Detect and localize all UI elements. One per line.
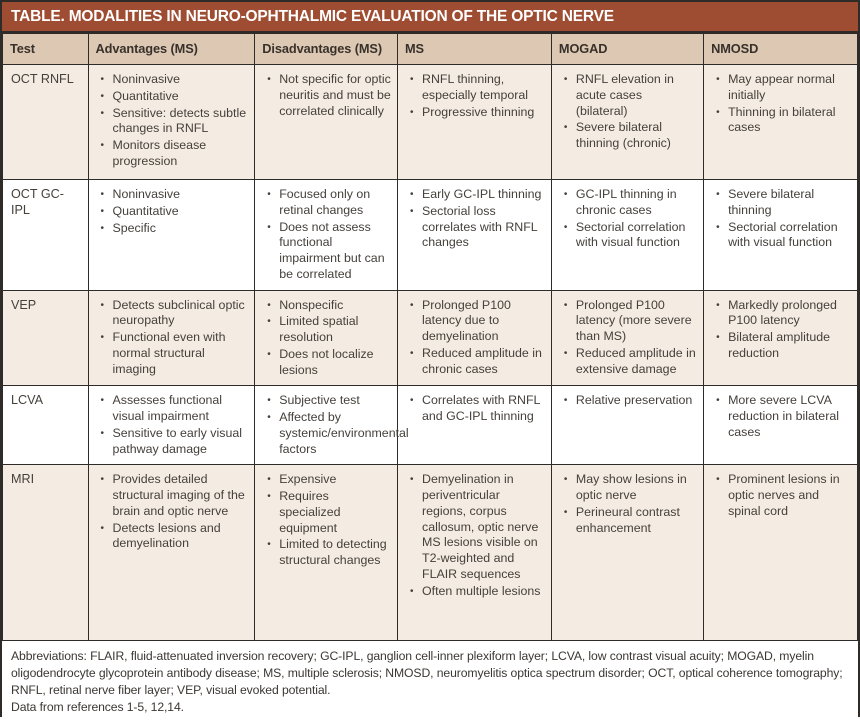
bullet-text: Correlates with RNFL and GC-IPL thinning xyxy=(422,393,540,423)
bullet-icon: • xyxy=(267,189,271,200)
bullet-text: Sectorial correlation with visual function xyxy=(728,219,838,250)
bullet-icon: • xyxy=(563,347,568,359)
cell-oct-gc-ipl-advantages xyxy=(88,180,255,291)
bullet-item xyxy=(560,346,697,378)
bullet-item xyxy=(263,314,391,346)
bullet-icon: • xyxy=(267,221,271,233)
table-row-mri xyxy=(3,465,858,641)
bullet-text: Severe bilateral thinning (chronic) xyxy=(575,120,671,150)
bullet-icon: • xyxy=(716,106,720,118)
table-footnote xyxy=(2,641,858,719)
bullet-text: Progressive thinning xyxy=(422,104,535,119)
bullet-text: Reduced amplitude in extensive damage xyxy=(575,345,696,376)
bullet-icon: • xyxy=(100,74,105,85)
bullet-icon: • xyxy=(267,491,271,502)
bullet-text: Quantitative xyxy=(112,203,179,218)
bullet-text: Sectorial loss correlates with RNFL changes xyxy=(422,203,538,250)
bullet-item xyxy=(97,393,249,425)
table-title-bar xyxy=(2,2,858,33)
cell-vep-advantages xyxy=(88,290,255,386)
bullet-icon: • xyxy=(100,474,105,486)
bullet-item xyxy=(97,426,249,458)
bullet-text: Quantitative xyxy=(112,88,179,103)
bullet-item xyxy=(97,521,249,553)
bullet-icon: • xyxy=(410,585,414,597)
bullet-text: Sensitive: detects subtle changes in RNFL xyxy=(112,105,247,136)
row-label-oct-gc-ipl: OCT GC-IPL xyxy=(3,180,89,291)
cell-vep-disadvantages xyxy=(255,290,398,386)
bullet-item xyxy=(97,89,249,105)
bullet-icon: • xyxy=(267,474,271,486)
bullet-icon: • xyxy=(563,474,568,486)
bullet-icon: • xyxy=(267,74,271,85)
bullet-text: Sectorial correlation with visual function xyxy=(575,219,686,250)
bullet-icon: • xyxy=(100,427,105,439)
bullet-text: Assesses functional visual impairment xyxy=(112,393,223,423)
bullet-item xyxy=(406,393,545,425)
bullet-item xyxy=(560,298,697,345)
cell-mri-mogad xyxy=(551,465,703,641)
cell-oct-gc-ipl-ms xyxy=(398,180,552,291)
bullet-item xyxy=(406,472,545,582)
bullet-icon: • xyxy=(267,412,271,423)
bullet-icon: • xyxy=(100,299,105,311)
bullet-icon: • xyxy=(563,74,568,85)
bullet-item xyxy=(560,472,697,504)
bullet-item xyxy=(406,584,545,600)
bullet-icon: • xyxy=(716,474,720,486)
bullet-item xyxy=(712,330,851,362)
bullet-icon: • xyxy=(716,299,720,311)
bullet-item xyxy=(712,298,851,330)
row-label-lcva: LCVA xyxy=(3,386,89,465)
bullet-text: Does not localize lesions xyxy=(279,346,374,377)
bullet-text: Not specific for optic neuritis and must be correlated clinically xyxy=(279,72,391,118)
column-header-ms: MS xyxy=(398,34,552,65)
table-row-oct-gc-ipl xyxy=(3,180,858,291)
bullet-item xyxy=(263,393,391,409)
bullet-item xyxy=(263,220,391,283)
column-header-nmosd: NMOSD xyxy=(704,34,858,65)
header-row xyxy=(3,34,858,65)
bullet-text: Nonspecific xyxy=(279,297,344,312)
bullet-text: Specific xyxy=(112,220,156,235)
bullet-text: May show lesions in optic nerve xyxy=(575,472,687,502)
bullet-text: Detects subclinical optic neuropathy xyxy=(112,297,245,328)
cell-vep-mogad xyxy=(551,290,703,386)
bullet-text: Severe bilateral thinning xyxy=(728,187,815,217)
bullet-item xyxy=(263,298,391,314)
bullet-icon: • xyxy=(100,189,105,200)
bullet-text: RNFL elevation in acute cases (bilateral) xyxy=(575,72,674,118)
bullet-icon: • xyxy=(716,332,720,343)
cell-oct-rnfl-advantages xyxy=(88,65,255,180)
bullet-text: May appear normal initially xyxy=(728,72,835,102)
cell-oct-rnfl-nmosd xyxy=(704,65,858,180)
cell-lcva-ms xyxy=(398,386,552,465)
bullet-icon: • xyxy=(100,522,105,534)
bullet-item xyxy=(97,472,249,519)
bullet-item xyxy=(712,393,851,440)
source-text: Data from references 1-5, 12,14. xyxy=(11,699,184,714)
bullet-item xyxy=(263,347,391,379)
bullet-item xyxy=(560,393,697,409)
bullet-text: Limited to detecting structural changes xyxy=(279,537,387,567)
row-label-oct-rnfl: OCT RNFL xyxy=(3,65,89,180)
bullet-item xyxy=(97,204,249,220)
table-row-oct-rnfl xyxy=(3,65,858,180)
bullet-text: Provides detailed structural imaging of the brain and optic nerve xyxy=(112,472,245,518)
bullet-item xyxy=(406,204,545,251)
bullet-text: Focused only on retinal changes xyxy=(279,187,371,217)
bullet-item xyxy=(406,72,545,104)
table-title: TABLE. MODALITIES IN NEURO-OPHTHALMIC EVALUATION OF THE OPTIC NERVE xyxy=(11,7,614,25)
bullet-item xyxy=(263,537,391,569)
cell-lcva-disadvantages xyxy=(255,386,409,465)
row-label-mri: MRI xyxy=(3,465,89,641)
bullet-text: Often multiple lesions xyxy=(422,583,541,598)
bullet-text: Monitors disease progression xyxy=(112,138,207,168)
bullet-text: Does not assess functional impairment but can be correlated xyxy=(279,219,385,281)
bullet-icon: • xyxy=(563,299,568,311)
table-row-lcva xyxy=(3,386,858,465)
bullet-text: Prolonged P100 latency (more severe than MS) xyxy=(575,297,692,343)
bullet-text: Reduced amplitude in chronic cases xyxy=(422,345,542,376)
column-header-advantages: Advantages (MS) xyxy=(88,34,255,65)
bullet-item xyxy=(97,187,249,203)
bullet-text: RNFL thinning, especially temporal xyxy=(422,72,529,102)
bullet-icon: • xyxy=(267,348,271,360)
bullet-item xyxy=(560,220,697,252)
bullet-item xyxy=(97,330,249,377)
bullet-icon: • xyxy=(563,395,568,407)
column-header-disadvantages: Disadvantages (MS) xyxy=(255,34,398,65)
cell-oct-gc-ipl-disadvantages xyxy=(255,180,398,291)
bullet-item xyxy=(97,72,249,88)
bullet-icon: • xyxy=(410,106,414,118)
bullet-text: Perineural contrast enhancement xyxy=(575,504,680,535)
bullet-text: Prolonged P100 latency due to demyelination xyxy=(422,297,511,343)
bullet-text: Noninvasive xyxy=(112,72,180,86)
bullet-text: Expensive xyxy=(279,472,337,487)
bullet-item xyxy=(97,298,249,330)
cell-oct-rnfl-mogad xyxy=(551,65,703,180)
bullet-icon: • xyxy=(410,299,414,311)
bullet-text: Relative preservation xyxy=(575,393,693,408)
bullet-icon: • xyxy=(563,221,568,233)
bullet-icon: • xyxy=(563,122,568,134)
bullet-icon: • xyxy=(410,395,414,407)
bullet-item xyxy=(97,138,249,170)
bullet-item xyxy=(263,489,391,536)
bullet-text: Bilateral amplitude reduction xyxy=(728,330,831,360)
cell-mri-nmosd xyxy=(704,465,858,641)
bullet-item xyxy=(712,220,851,252)
bullet-item xyxy=(560,120,697,152)
bullet-text: Subjective test xyxy=(279,393,360,408)
bullet-icon: • xyxy=(267,539,271,551)
bullet-text: Noninvasive xyxy=(112,187,180,201)
bullet-icon: • xyxy=(100,395,105,407)
bullet-icon: • xyxy=(716,221,720,233)
cell-mri-disadvantages xyxy=(255,465,398,641)
bullet-icon: • xyxy=(100,140,105,151)
column-header-mogad: MOGAD xyxy=(551,34,703,65)
bullet-text: More severe LCVA reduction in bilateral cases xyxy=(728,393,839,439)
bullet-text: Sensitive to early visual pathway damage xyxy=(112,425,242,456)
bullet-item xyxy=(560,72,697,119)
bullet-icon: • xyxy=(410,74,414,85)
bullet-icon: • xyxy=(410,189,414,200)
modalities-table xyxy=(2,33,858,641)
bullet-item xyxy=(406,105,545,121)
bullet-item xyxy=(712,105,851,137)
bullet-icon: • xyxy=(100,332,105,343)
column-header-test: Test xyxy=(3,34,89,65)
bullet-icon: • xyxy=(563,189,568,200)
bullet-item xyxy=(263,187,391,219)
bullet-text: Requires specialized equipment xyxy=(279,489,341,535)
abbreviations-text: Abbreviations: FLAIR, fluid-attenuated inversion recovery; GC-IPL, ganglion cell-inner plexiform layer; LCVA, low contrast visual acuity; MOGAD, myelin oligodendrocyte glycoprotein antibody disease; MS, multiple sclerosis; NMOSD, neuromyelitis optica spectrum disorder; OCT, optical coherence tomography; RNFL, retinal nerve fiber layer; VEP, visual evoked potential. xyxy=(11,649,843,697)
bullet-item xyxy=(560,505,697,537)
bullet-icon: • xyxy=(716,189,720,200)
bullet-text: Detects lesions and demyelination xyxy=(112,520,221,551)
bullet-text: Demyelination in periventricular regions, corpus callosum, optic nerve MS lesions visible on T2-weighted and FLAIR sequences xyxy=(422,472,539,581)
bullet-text: Affected by systemic/environmental factors xyxy=(279,410,409,456)
bullet-icon: • xyxy=(563,506,568,518)
bullet-icon: • xyxy=(100,205,105,217)
bullet-text: Functional even with normal structural imaging xyxy=(112,330,226,376)
bullet-text: Early GC-IPL thinning xyxy=(422,187,542,201)
bullet-icon: • xyxy=(100,90,105,102)
bullet-item xyxy=(263,410,409,457)
cell-lcva-nmosd xyxy=(704,386,858,465)
bullet-icon: • xyxy=(410,347,414,359)
bullet-icon: • xyxy=(410,205,414,217)
bullet-icon: • xyxy=(100,222,105,234)
bullet-item xyxy=(406,346,545,378)
bullet-text: GC-IPL thinning in chronic cases xyxy=(575,187,677,217)
bullet-item xyxy=(263,72,391,119)
bullet-icon: • xyxy=(267,395,271,407)
cell-oct-rnfl-ms xyxy=(398,65,552,180)
bullet-icon: • xyxy=(716,74,720,85)
bullet-icon: • xyxy=(267,299,271,311)
bullet-item xyxy=(406,298,545,345)
cell-mri-advantages xyxy=(88,465,255,641)
cell-oct-gc-ipl-nmosd xyxy=(704,180,858,291)
bullet-item xyxy=(263,472,391,488)
cell-lcva-advantages xyxy=(88,386,255,465)
bullet-text: Prominent lesions in optic nerves and spinal cord xyxy=(728,472,840,518)
bullet-icon: • xyxy=(716,395,720,407)
bullet-item xyxy=(712,72,851,104)
bullet-item xyxy=(97,221,249,237)
cell-oct-gc-ipl-mogad xyxy=(551,180,703,291)
bullet-text: Limited spatial resolution xyxy=(279,314,359,344)
cell-vep-ms xyxy=(398,290,552,386)
bullet-item xyxy=(560,187,697,219)
cell-oct-rnfl-disadvantages xyxy=(255,65,398,180)
bullet-item xyxy=(712,187,851,219)
bullet-item xyxy=(97,106,249,138)
bullet-icon: • xyxy=(100,107,105,119)
cell-mri-ms xyxy=(398,465,552,641)
bullet-icon: • xyxy=(267,316,271,328)
bullet-icon: • xyxy=(410,474,414,486)
bullet-text: Thinning in bilateral cases xyxy=(728,104,836,135)
cell-vep-nmosd xyxy=(704,290,858,386)
cell-lcva-mogad xyxy=(551,386,703,465)
bullet-text: Markedly prolonged P100 latency xyxy=(728,297,837,328)
row-label-vep: VEP xyxy=(3,290,89,386)
bullet-item xyxy=(712,472,851,519)
bullet-item xyxy=(406,187,545,203)
table-row-vep xyxy=(3,290,858,386)
